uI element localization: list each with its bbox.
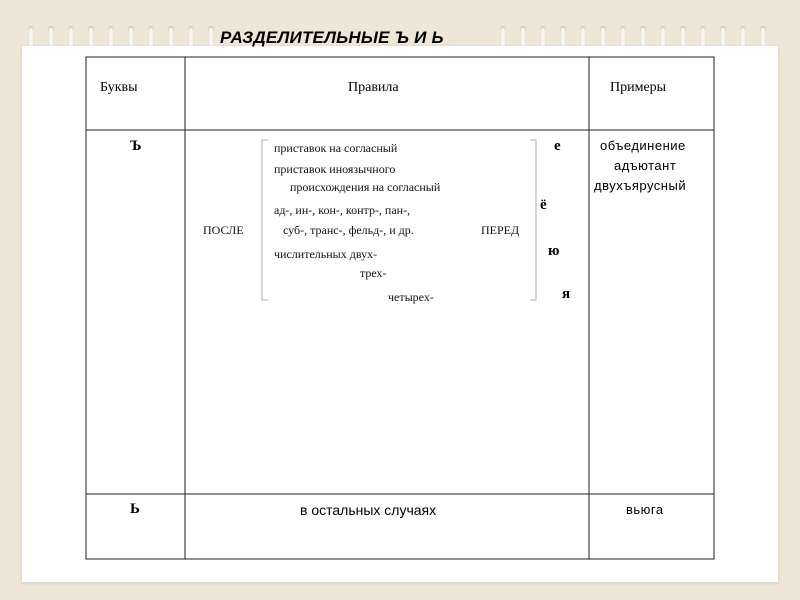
rule-line: трех- [360,266,387,280]
binder-hole [520,26,526,48]
letter-hard-sign: Ъ [130,138,142,154]
example-word: вьюга [626,502,664,517]
binder-hole [540,26,546,48]
vowel-e: е [554,138,561,154]
binder-hole [208,26,214,48]
page-title: РАЗДЕЛИТЕЛЬНЫЕ Ъ И Ь [220,28,444,47]
binder-hole [600,26,606,48]
after-label: ПОСЛЕ [203,223,244,237]
binder-hole [580,26,586,48]
rule-line: приставок на согласный [274,141,398,155]
binder-hole [108,26,114,48]
binder-hole [28,26,34,48]
binder-hole [720,26,726,48]
binder-hole [620,26,626,48]
rule-line: ад-, ин-, кон-, контр-, пан-, [274,203,411,217]
binder-hole [680,26,686,48]
binder-hole [88,26,94,48]
example-word: объединение [600,138,686,153]
header-examples: Примеры [610,80,667,95]
binder-hole [168,26,174,48]
binder-hole [188,26,194,48]
binder-hole [700,26,706,48]
binder-hole [148,26,154,48]
vowel-ya: я [562,286,571,302]
binder-hole [660,26,666,48]
rule-line: приставок иноязычного [274,162,396,176]
vowel-yu: ю [548,243,560,259]
binder-hole [68,26,74,48]
before-label: ПЕРЕД [481,223,520,237]
header-letters: Буквы [100,80,138,95]
rule-other-cases: в остальных случаях [300,502,437,518]
example-word: адъютант [614,158,677,173]
binder-hole [128,26,134,48]
letter-soft-sign: Ь [130,501,140,517]
rule-line: суб-, транс-, фельд-, и др. [283,223,414,237]
rule-line: происхождения на согласный [290,180,441,194]
example-word: двухъярусный [594,178,687,193]
header-rules: Правила [348,80,399,95]
vowel-yo: ё [540,197,547,213]
rule-line: четырех- [388,290,434,304]
binder-hole [760,26,766,48]
rule-line: числительных двух- [274,247,378,261]
binder-hole [740,26,746,48]
binder-hole [560,26,566,48]
binder-hole [500,26,506,48]
binder-hole [640,26,646,48]
binder-hole [48,26,54,48]
